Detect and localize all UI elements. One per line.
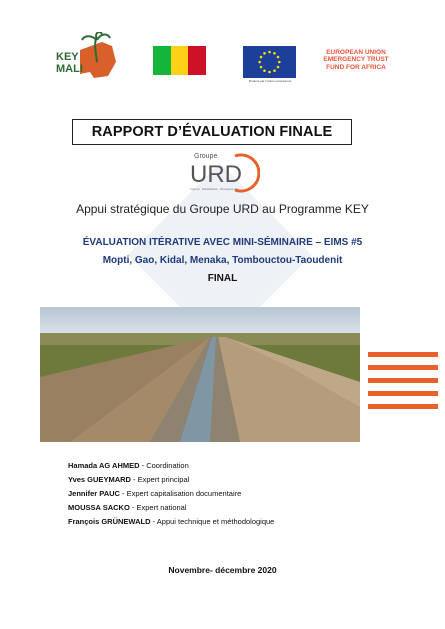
team-member-role: - Expert national bbox=[129, 503, 187, 512]
report-date: Novembre- décembre 2020 bbox=[168, 565, 277, 575]
eu-caption: Financé par l'Union européenne bbox=[248, 79, 292, 83]
orange-stripes-decoration bbox=[368, 352, 438, 410]
orange-stripe bbox=[368, 391, 438, 396]
orange-stripe bbox=[368, 404, 438, 409]
team-member-name: François GRÜNEWALD bbox=[68, 517, 151, 526]
team-member-role: - Expert principal bbox=[130, 475, 190, 484]
team-member-name: Jennifer PAUC bbox=[68, 489, 120, 498]
flag-red-band bbox=[188, 46, 206, 75]
eu-flag bbox=[243, 46, 296, 78]
eutf-line: EMERGENCY TRUST bbox=[323, 56, 389, 64]
groupe-urd-logo bbox=[180, 148, 260, 196]
urd-main-text: URD bbox=[190, 161, 242, 188]
team-list bbox=[68, 459, 388, 529]
mali-text: MALI bbox=[56, 63, 83, 75]
report-title: RAPPORT D’ÉVALUATION FINALE bbox=[91, 124, 333, 140]
team-member bbox=[68, 515, 388, 529]
orange-stripe bbox=[368, 378, 438, 383]
orange-stripe bbox=[368, 352, 438, 357]
irrigation-canal-photo bbox=[40, 307, 360, 442]
team-member-role: - Expert capitalisation documentaire bbox=[119, 489, 242, 498]
urd-logo-icon bbox=[180, 148, 260, 196]
team-member-role: - Coordination bbox=[139, 461, 189, 470]
key-mali-logo bbox=[50, 32, 130, 88]
document-status: FINAL bbox=[207, 273, 238, 284]
mali-flag bbox=[153, 46, 206, 75]
team-member bbox=[68, 459, 388, 473]
flag-yellow-band bbox=[171, 46, 189, 75]
report-subtitle: Appui stratégique du Groupe URD au Programme KEY bbox=[76, 202, 369, 216]
urd-top-text: Groupe bbox=[194, 153, 218, 160]
key-text: KEY bbox=[56, 51, 79, 63]
team-member-role: - Appui technique et méthodologique bbox=[150, 517, 275, 526]
team-member bbox=[68, 487, 388, 501]
evaluation-places: Mopti, Gao, Kidal, Menaka, Tombouctou-Taoudenit bbox=[102, 255, 343, 266]
team-member bbox=[68, 473, 388, 487]
team-member-name: MOUSSA SACKO bbox=[68, 503, 130, 512]
eutf-line: EUROPEAN UNION bbox=[326, 49, 386, 56]
eutf-line: FUND FOR AFRICA bbox=[326, 63, 386, 71]
canal-photo-image bbox=[40, 307, 360, 442]
team-member-name: Yves GUEYMARD bbox=[68, 475, 131, 484]
report-title-box bbox=[72, 119, 352, 145]
flag-green-band bbox=[153, 46, 171, 75]
eu-stars-icon bbox=[243, 46, 296, 78]
orange-stripe bbox=[368, 365, 438, 370]
urd-tagline-text: Urgence · Réhabilitation · Développement bbox=[190, 188, 239, 191]
eutf-logo bbox=[320, 49, 392, 73]
evaluation-title: ÉVALUATION ITÉRATIVE AVEC MINI-SÉMINAIRE – EIMS #5 bbox=[82, 237, 363, 248]
team-member bbox=[68, 501, 388, 515]
team-member-name: Hamada AG AHMED bbox=[68, 461, 140, 470]
